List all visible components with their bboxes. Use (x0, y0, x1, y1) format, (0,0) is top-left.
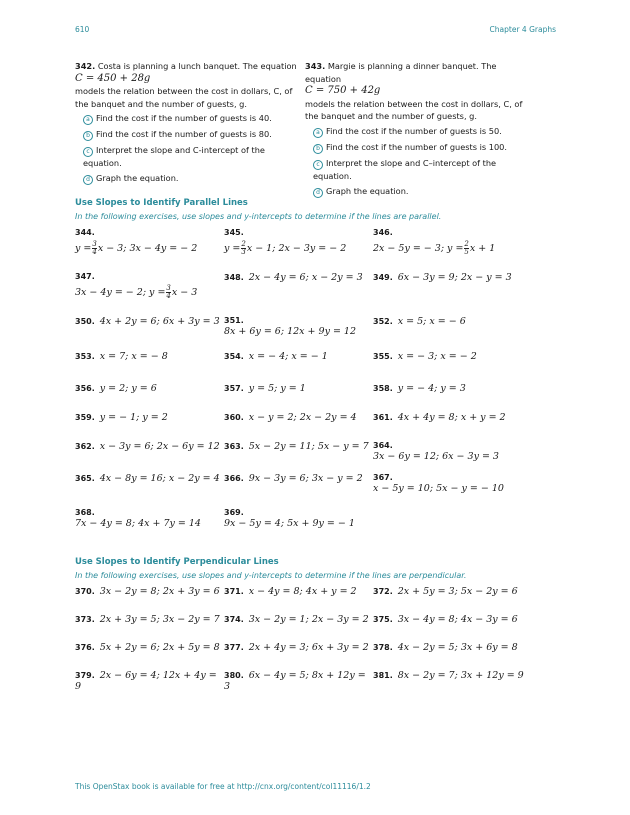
eq-part: x − 1; 2x − 3y = − 2 (246, 243, 347, 254)
exercise-number: 376. (75, 643, 95, 652)
part-text: Interpret the slope and C–intercept of the equation. (313, 157, 497, 181)
exercise-number: 377. (224, 643, 244, 652)
exercise-347 (75, 272, 224, 316)
fraction (241, 241, 245, 256)
exercise-346 (373, 228, 555, 272)
exercise-number: 349. (373, 273, 393, 282)
exercise-number: 357. (224, 384, 244, 393)
exercise-number: 381. (373, 671, 393, 680)
exercise-equation: y = − 4; y = 3 (397, 383, 466, 394)
exercise-equation: 2x + 4y = 3; 6x + 3y = 2 (248, 642, 369, 653)
exercise-364 (373, 441, 555, 473)
part-label-icon: c (83, 147, 93, 157)
exercise-equation: x − 4y = 8; 4x + y = 2 (248, 586, 357, 597)
exercise-349 (373, 272, 555, 316)
exercise-376 (75, 642, 224, 670)
exercise-number: 359. (75, 413, 95, 422)
exercise-number: 379. (75, 671, 95, 680)
exercise-equation: 6x − 3y = 9; 2x − y = 3 (397, 272, 512, 283)
exercise-equation: 2x + 5y = 3; 5x − 2y = 6 (397, 586, 518, 597)
fraction (166, 285, 170, 300)
part-label-icon: d (313, 188, 323, 198)
part-text: Graph the equation. (326, 185, 409, 196)
page-number: 610 (75, 25, 90, 34)
part-item (313, 185, 527, 198)
exercise-366 (224, 473, 373, 508)
eq-part: 2x − 5y = − 3; y = (373, 243, 464, 254)
exercise-equation: 2x − 4y = 6; x − 2y = 3 (248, 272, 363, 283)
numerator: 3 (92, 240, 97, 248)
exercise-370 (75, 586, 224, 614)
part-item (83, 112, 297, 125)
exercise-360 (224, 412, 373, 441)
exercise-equation: 3x − 2y = 1; 2x − 3y = 2 (248, 614, 369, 625)
exercise-number: 375. (373, 615, 393, 624)
exercise-equation (373, 241, 555, 256)
empty-cell (373, 508, 555, 550)
part-text: Find the cost if the number of guests is 50. (326, 125, 502, 136)
exercise-equation: 7x − 4y = 8; 4x + 7y = 14 (75, 518, 201, 529)
numerator: 2 (464, 240, 469, 248)
eq-part: y = (224, 243, 241, 254)
perpendicular-instructions: In the following exercises, use slopes and y-intercepts to determine if the lines are perpendicular. (75, 571, 467, 580)
exercise-equation: 3x − 6y = 12; 6x − 3y = 3 (373, 451, 499, 462)
denominator: 4 (166, 292, 171, 300)
exercise-equation (224, 241, 373, 256)
exercise-number: 355. (373, 352, 393, 361)
exercise-equation: x = 7; x = − 8 (99, 351, 168, 362)
eq-part: y = (75, 243, 92, 254)
exercise-equation: x − 3y = 6; 2x − 6y = 12 (99, 441, 220, 452)
exercise-number: 353. (75, 352, 95, 361)
exercise-361 (373, 412, 555, 441)
part-item (313, 125, 527, 138)
part-text: Find the cost if the number of guests is 100. (326, 141, 507, 152)
exercise-equation: 4x + 2y = 6; 6x + 3y = 3 (99, 316, 220, 327)
exercise-372 (373, 586, 555, 614)
exercise-381 (373, 670, 555, 698)
part-item (313, 141, 527, 154)
footer-note: This OpenStax book is available for free at http://cnx.org/content/col11116/1.2 (75, 782, 371, 791)
exercise-number: 351. (224, 316, 244, 325)
exercise-356 (75, 383, 224, 412)
exercise-equation: 3x − 4y = 8; 4x − 3y = 6 (397, 614, 518, 625)
exercise-number: 352. (373, 317, 393, 326)
exercise-358 (373, 383, 555, 412)
exercise-353 (75, 351, 224, 383)
exercise-number: 373. (75, 615, 95, 624)
exercise-363 (224, 441, 373, 473)
denominator: 4 (92, 248, 97, 256)
exercise-number: 364. (373, 441, 393, 450)
problem-text: Margie is planning a dinner banquet. The equation (305, 61, 497, 84)
part-label-icon: b (313, 144, 323, 154)
exercise-equation (75, 241, 224, 256)
exercise-367 (373, 473, 555, 508)
exercise-369 (224, 508, 373, 550)
exercise-number: 361. (373, 413, 393, 422)
exercise-equation: 3x − 2y = 8; 2x + 3y = 6 (99, 586, 220, 597)
exercise-number: 356. (75, 384, 95, 393)
exercise-equation: y = 5; y = 1 (248, 383, 306, 394)
exercise-equation: y = 2; y = 6 (99, 383, 157, 394)
exercise-number: 360. (224, 413, 244, 422)
problem-342 (75, 60, 297, 188)
exercise-number: 370. (75, 587, 95, 596)
parallel-exercises (75, 228, 555, 550)
part-text: Find the cost if the number of guests is 40. (96, 113, 272, 123)
exercise-number: 368. (75, 508, 95, 517)
part-item (83, 128, 297, 141)
exercise-equation: x = − 4; x = − 1 (248, 351, 328, 362)
exercise-equation: x = 5; x = − 6 (397, 316, 466, 327)
exercise-357 (224, 383, 373, 412)
parallel-section-title: Use Slopes to Identify Parallel Lines (75, 198, 248, 208)
denominator: 3 (241, 248, 246, 256)
exercise-number: 348. (224, 273, 244, 282)
part-label-icon: a (83, 115, 93, 125)
perpendicular-exercises (75, 586, 555, 698)
exercise-number: 362. (75, 442, 95, 451)
exercise-equation: 5x − 2y = 11; 5x − y = 7 (248, 441, 369, 452)
exercise-number: 369. (224, 508, 244, 517)
problem-343 (305, 60, 527, 201)
part-item (313, 157, 527, 182)
part-item (83, 144, 297, 169)
eq-part: x − 3; 3x − 4y = − 2 (97, 243, 198, 254)
exercise-number: 345. (224, 228, 244, 237)
exercise-345 (224, 228, 373, 272)
exercise-equation: 4x − 2y = 5; 3x + 6y = 8 (397, 642, 518, 653)
exercise-equation: 5x + 2y = 6; 2x + 5y = 8 (99, 642, 220, 653)
exercise-equation: 2x + 3y = 5; 3x − 2y = 7 (99, 614, 220, 625)
exercise-377 (224, 642, 373, 670)
exercise-equation: x = − 3; x = − 2 (397, 351, 477, 362)
problem-equation: C = 750 + 42g (305, 85, 381, 96)
problem-number: 343. (305, 61, 326, 71)
problem-text: Costa is planning a lunch banquet. The equation (97, 61, 297, 71)
exercise-371 (224, 586, 373, 614)
exercise-344 (75, 228, 224, 272)
fraction (464, 241, 468, 256)
exercise-373 (75, 614, 224, 642)
exercise-equation: 9x − 3y = 6; 3x − y = 2 (248, 473, 363, 484)
parallel-instructions: In the following exercises, use slopes and y-intercepts to determine if the lines are parallel. (75, 212, 442, 221)
part-label-icon: c (313, 160, 323, 170)
exercise-380 (224, 670, 373, 698)
exercise-number: 354. (224, 352, 244, 361)
problem-number: 342. (75, 61, 96, 71)
exercise-equation: 9x − 5y = 4; 5x + 9y = − 1 (224, 518, 355, 529)
exercise-number: 358. (373, 384, 393, 393)
exercise-equation: 8x + 6y = 6; 12x + 9y = 12 (224, 326, 357, 337)
exercise-equation: 2x − 6y = 4; 12x + 4y = 9 (75, 670, 217, 692)
exercise-348 (224, 272, 373, 316)
exercise-number: 371. (224, 587, 244, 596)
exercise-379 (75, 670, 224, 698)
exercise-355 (373, 351, 555, 383)
part-text: Interpret the slope and C-intercept of the equation. (83, 145, 265, 168)
problem-parts (305, 125, 527, 198)
problem-text: models the relation between the cost in dollars, C, of the banquet and the number of guests, g. (75, 86, 293, 109)
denominator: 5 (464, 248, 469, 256)
exercise-352 (373, 316, 555, 351)
exercise-number: 366. (224, 474, 244, 483)
part-text: Find the cost if the number of guests is 80. (96, 129, 272, 139)
exercise-number: 350. (75, 317, 95, 326)
numerator: 2 (241, 240, 246, 248)
chapter-title: Chapter 4 Graphs (489, 25, 556, 34)
part-label-icon: b (83, 131, 93, 141)
exercise-equation: 8x − 2y = 7; 3x + 12y = 9 (397, 670, 524, 681)
part-label-icon: d (83, 175, 93, 185)
exercise-350 (75, 316, 224, 351)
eq-part: x − 3 (171, 287, 198, 298)
part-text: Graph the equation. (96, 173, 179, 183)
perpendicular-section-title: Use Slopes to Identify Perpendicular Lines (75, 557, 279, 567)
problem-text: models the relation between the cost in dollars, C, of the banquet and the number of guests, g. (305, 98, 523, 121)
exercise-362 (75, 441, 224, 473)
exercise-number: 380. (224, 671, 244, 680)
exercise-number: 367. (373, 473, 393, 482)
exercise-374 (224, 614, 373, 642)
exercise-number: 346. (373, 228, 393, 237)
exercise-number: 378. (373, 643, 393, 652)
part-item (83, 172, 297, 185)
problem-equation: C = 450 + 28g (75, 72, 151, 84)
exercise-number: 347. (75, 272, 95, 281)
exercise-number: 363. (224, 442, 244, 451)
exercise-equation: x − y = 2; 2x − 2y = 4 (248, 412, 357, 423)
exercise-equation: x − 5y = 10; 5x − y = − 10 (373, 483, 504, 494)
exercise-378 (373, 642, 555, 670)
exercise-365 (75, 473, 224, 508)
problem-parts (75, 112, 297, 185)
exercise-number: 365. (75, 474, 95, 483)
part-label-icon: a (313, 128, 323, 138)
numerator: 3 (166, 284, 171, 292)
exercise-equation: 4x − 8y = 16; x − 2y = 4 (99, 473, 220, 484)
eq-part: x + 1 (469, 243, 496, 254)
exercise-354 (224, 351, 373, 383)
exercise-368 (75, 508, 224, 550)
exercise-equation: 6x − 4y = 5; 8x + 12y = 3 (224, 670, 366, 692)
exercise-equation: 4x + 4y = 8; x + y = 2 (397, 412, 506, 423)
exercise-number: 344. (75, 228, 95, 237)
exercise-equation: y = − 1; y = 2 (99, 412, 168, 423)
exercise-number: 374. (224, 615, 244, 624)
exercise-equation (75, 285, 224, 300)
exercise-number: 372. (373, 587, 393, 596)
eq-part: 3x − 4y = − 2; y = (75, 287, 166, 298)
exercise-375 (373, 614, 555, 642)
exercise-351 (224, 316, 373, 351)
fraction (92, 241, 96, 256)
exercise-359 (75, 412, 224, 441)
